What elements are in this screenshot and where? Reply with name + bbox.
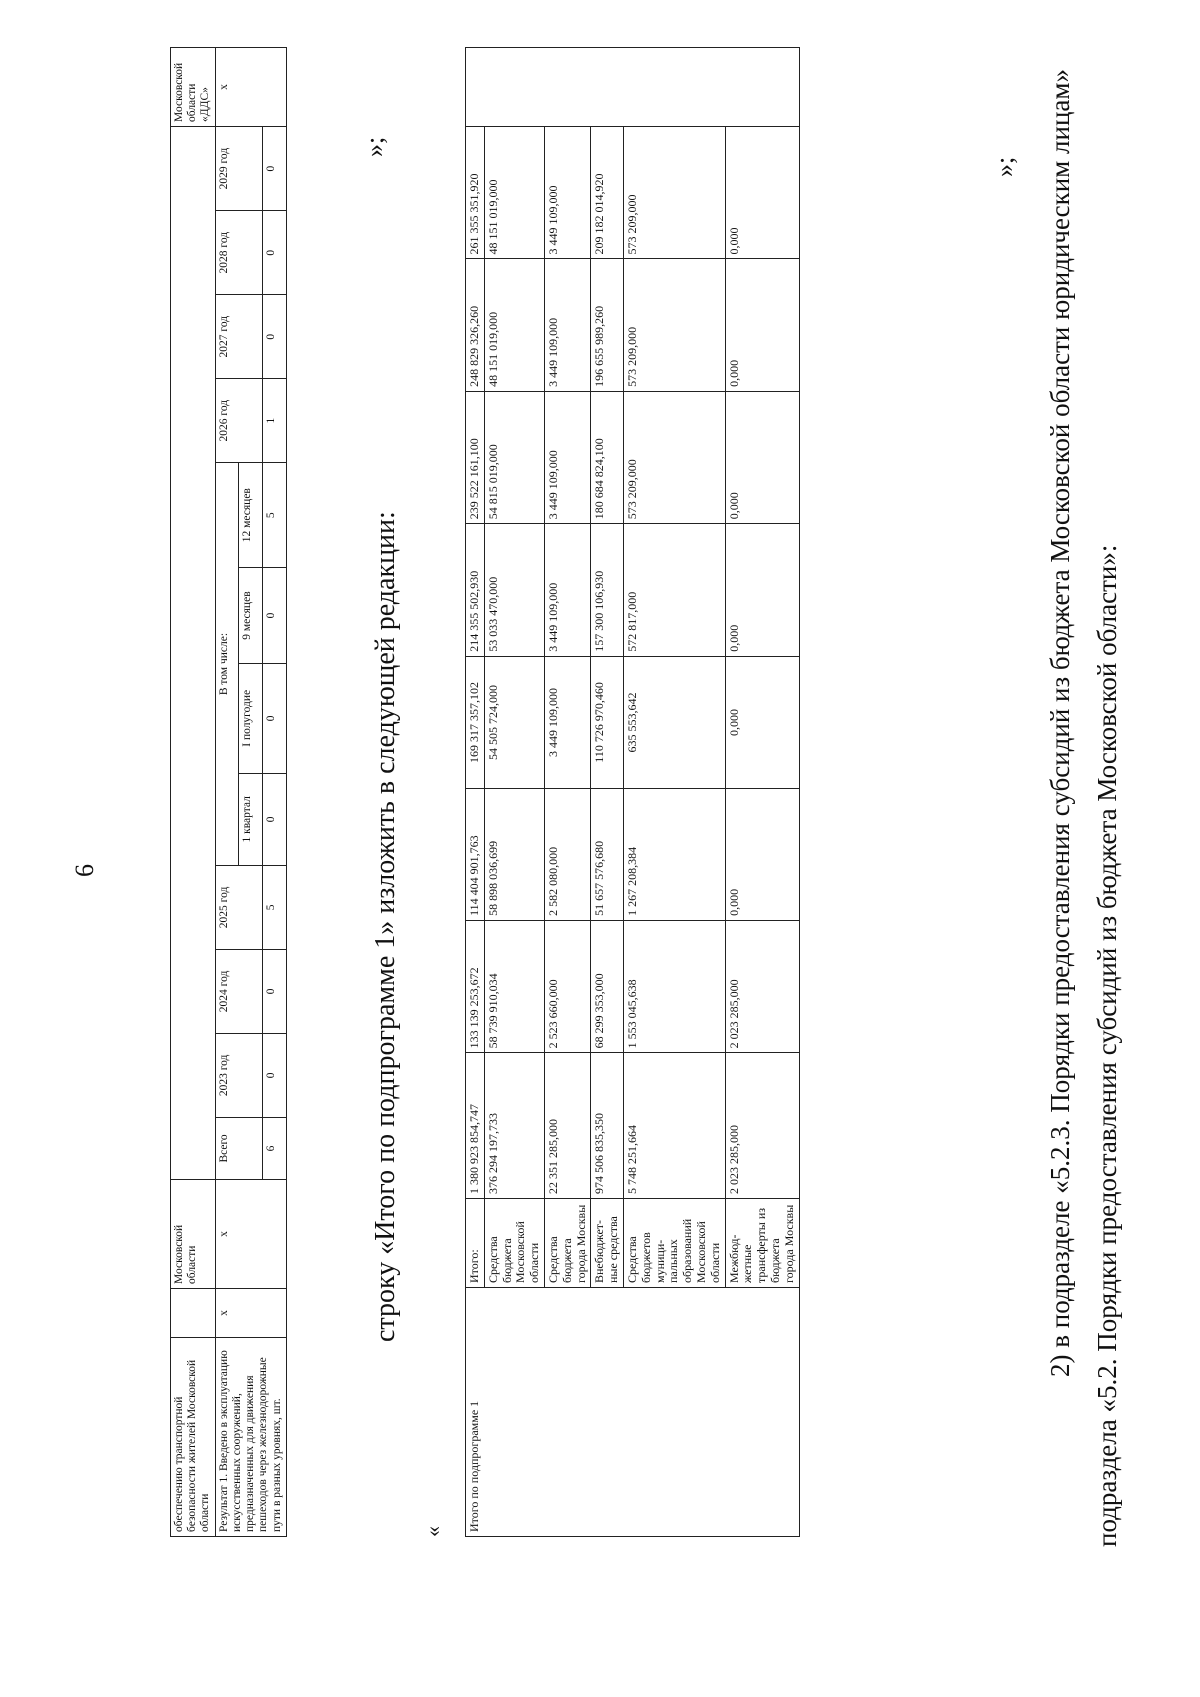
table-cell: 5	[263, 865, 287, 949]
table-cell: 48 151 019,000	[484, 259, 544, 391]
table-cell: 3 449 109,000	[544, 524, 590, 656]
table-cell: 54 815 019,000	[484, 391, 544, 523]
table-cell: 248 829 326,260	[466, 259, 485, 391]
table-cell: 2025 год	[215, 865, 262, 949]
table-cell: 12 месяцев	[239, 463, 263, 568]
table-cell: 0	[263, 773, 287, 865]
table-cell: 1 квартал	[239, 773, 263, 865]
table-cell: 48 151 019,000	[484, 127, 544, 259]
table-cell: 974 506 835,350	[591, 1053, 624, 1199]
table-cell: 5	[263, 463, 287, 568]
table-cell: 1 380 923 854,747	[466, 1053, 485, 1199]
closing-quote: »;	[990, 156, 1019, 177]
table-cell: 376 294 197,733	[484, 1053, 544, 1199]
table-cell: 0	[263, 949, 287, 1033]
table-cell: 0	[263, 568, 287, 664]
table-cell: 0,000	[725, 656, 799, 788]
table-cell: 9 месяцев	[239, 568, 263, 664]
table-cell: 572 817,000	[623, 524, 725, 656]
table-cell: 1 267 208,384	[623, 789, 725, 921]
table-cell: 0	[263, 127, 287, 211]
table-cell: Внебюджет-ные средства	[591, 1199, 624, 1288]
table-cell: 51 657 576,680	[591, 789, 624, 921]
table-cell: 157 300 106,930	[591, 524, 624, 656]
table-cell: I полугодие	[239, 663, 263, 773]
table-cell: х	[215, 48, 286, 127]
closing-quote: »;	[360, 136, 389, 157]
table-cell: 180 684 824,100	[591, 391, 624, 523]
table-cell: 0,000	[725, 259, 799, 391]
opening-quote: «	[420, 1526, 445, 1537]
table-cell: 1	[263, 379, 287, 463]
table-cell: х	[215, 1180, 286, 1289]
top-table	[170, 47, 287, 1537]
table-cell: 1 553 045,638	[623, 920, 725, 1052]
table-row	[171, 48, 216, 1537]
instruction-text: строку «Итого по подпрограмме 1» изложить в следующей редакции:	[370, 511, 401, 1342]
table-cell: 2024 год	[215, 949, 262, 1033]
table-cell: 0,000	[725, 391, 799, 523]
table-cell: 3 449 109,000	[544, 391, 590, 523]
table-cell: 3 449 109,000	[544, 259, 590, 391]
table-cell	[171, 1289, 216, 1338]
table-cell: 635 553,642	[623, 656, 725, 788]
table-cell: х	[215, 1289, 286, 1338]
table-cell: Средства бюджета Московской области	[484, 1199, 544, 1288]
paragraph-text: 2) в подразделе «5.2.3. Порядки предоставления субсидий из бюджета Московской области юридическим лицам»	[1045, 69, 1075, 1377]
table-cell: 0	[263, 295, 287, 379]
table-cell: 196 655 989,260	[591, 259, 624, 391]
table-cell: 2028 год	[215, 211, 262, 295]
table-cell: 0	[263, 663, 287, 773]
table-cell	[466, 48, 800, 127]
table-cell: 6	[263, 1117, 287, 1179]
table-cell: Результат 1. Введено в эксплуатацию искусственных сооружений, предназначенных для движения пешеходов через железнодорожные пути в разных уровнях, шт.	[215, 1338, 286, 1537]
table-title-cell: Итого по подпрограмме 1	[466, 1288, 800, 1537]
table-cell: 2 523 660,000	[544, 920, 590, 1052]
table-cell: 0	[263, 211, 287, 295]
table-cell: 169 317 357,102	[466, 656, 485, 788]
table-cell: 0,000	[725, 524, 799, 656]
table-cell: Межбюд-жетные трансферты из бюджета города Москвы	[725, 1199, 799, 1288]
table-cell: 133 139 253,672	[466, 920, 485, 1052]
table-cell: 22 351 285,000	[544, 1053, 590, 1199]
table-cell: 110 726 970,460	[591, 656, 624, 788]
table-cell: 5 748 251,664	[623, 1053, 725, 1199]
table-cell: 68 299 353,000	[591, 920, 624, 1052]
table-cell: 2027 год	[215, 295, 262, 379]
table-cell: 209 182 014,920	[591, 127, 624, 259]
table-cell: Московской области	[171, 1180, 216, 1289]
table-cell: Средства бюджета города Москвы	[544, 1199, 590, 1288]
table-cell: 573 209,000	[623, 127, 725, 259]
table-cell: 0,000	[725, 789, 799, 921]
paragraph-text: подраздела «5.2. Порядки предоставления субсидий из бюджета Московской области»:	[1092, 544, 1122, 1547]
page-number: 6	[70, 864, 99, 877]
table-cell: 0,000	[725, 127, 799, 259]
table-cell: 114 404 901,763	[466, 789, 485, 921]
table-cell: 3 449 109,000	[544, 127, 590, 259]
subprogram-total-table	[465, 47, 800, 1537]
table-cell: 0	[263, 1033, 287, 1117]
table-row	[466, 48, 485, 1537]
table-cell: 58 898 036,699	[484, 789, 544, 921]
table-row	[215, 48, 239, 1537]
table-cell: 261 355 351,920	[466, 127, 485, 259]
table-cell: 573 209,000	[623, 391, 725, 523]
table-cell: 3 449 109,000	[544, 656, 590, 788]
table-cell: 58 739 910,034	[484, 920, 544, 1052]
table-cell: В том числе:	[215, 463, 239, 866]
table-cell: 239 522 161,100	[466, 391, 485, 523]
table-cell: 2 582 080,000	[544, 789, 590, 921]
table-cell: Итого:	[466, 1199, 485, 1288]
table-cell: Московской области «ДДС»	[171, 48, 216, 127]
table-cell: Средства бюджетов муници-пальных образований Московской области	[623, 1199, 725, 1288]
table-cell: 54 505 724,000	[484, 656, 544, 788]
table-cell	[171, 127, 216, 1180]
table-cell: 2 023 285,000	[725, 1053, 799, 1199]
table-cell: Всего	[215, 1117, 262, 1179]
table-cell: 2 023 285,000	[725, 920, 799, 1052]
table-cell: обеспечению транспортной безопасности жителей Московской области	[171, 1338, 216, 1537]
table-cell: 2026 год	[215, 379, 262, 463]
table-cell: 2029 год	[215, 127, 262, 211]
table-cell: 2023 год	[215, 1033, 262, 1117]
table-cell: 214 355 502,930	[466, 524, 485, 656]
table-cell: 53 033 470,000	[484, 524, 544, 656]
table-cell: 573 209,000	[623, 259, 725, 391]
